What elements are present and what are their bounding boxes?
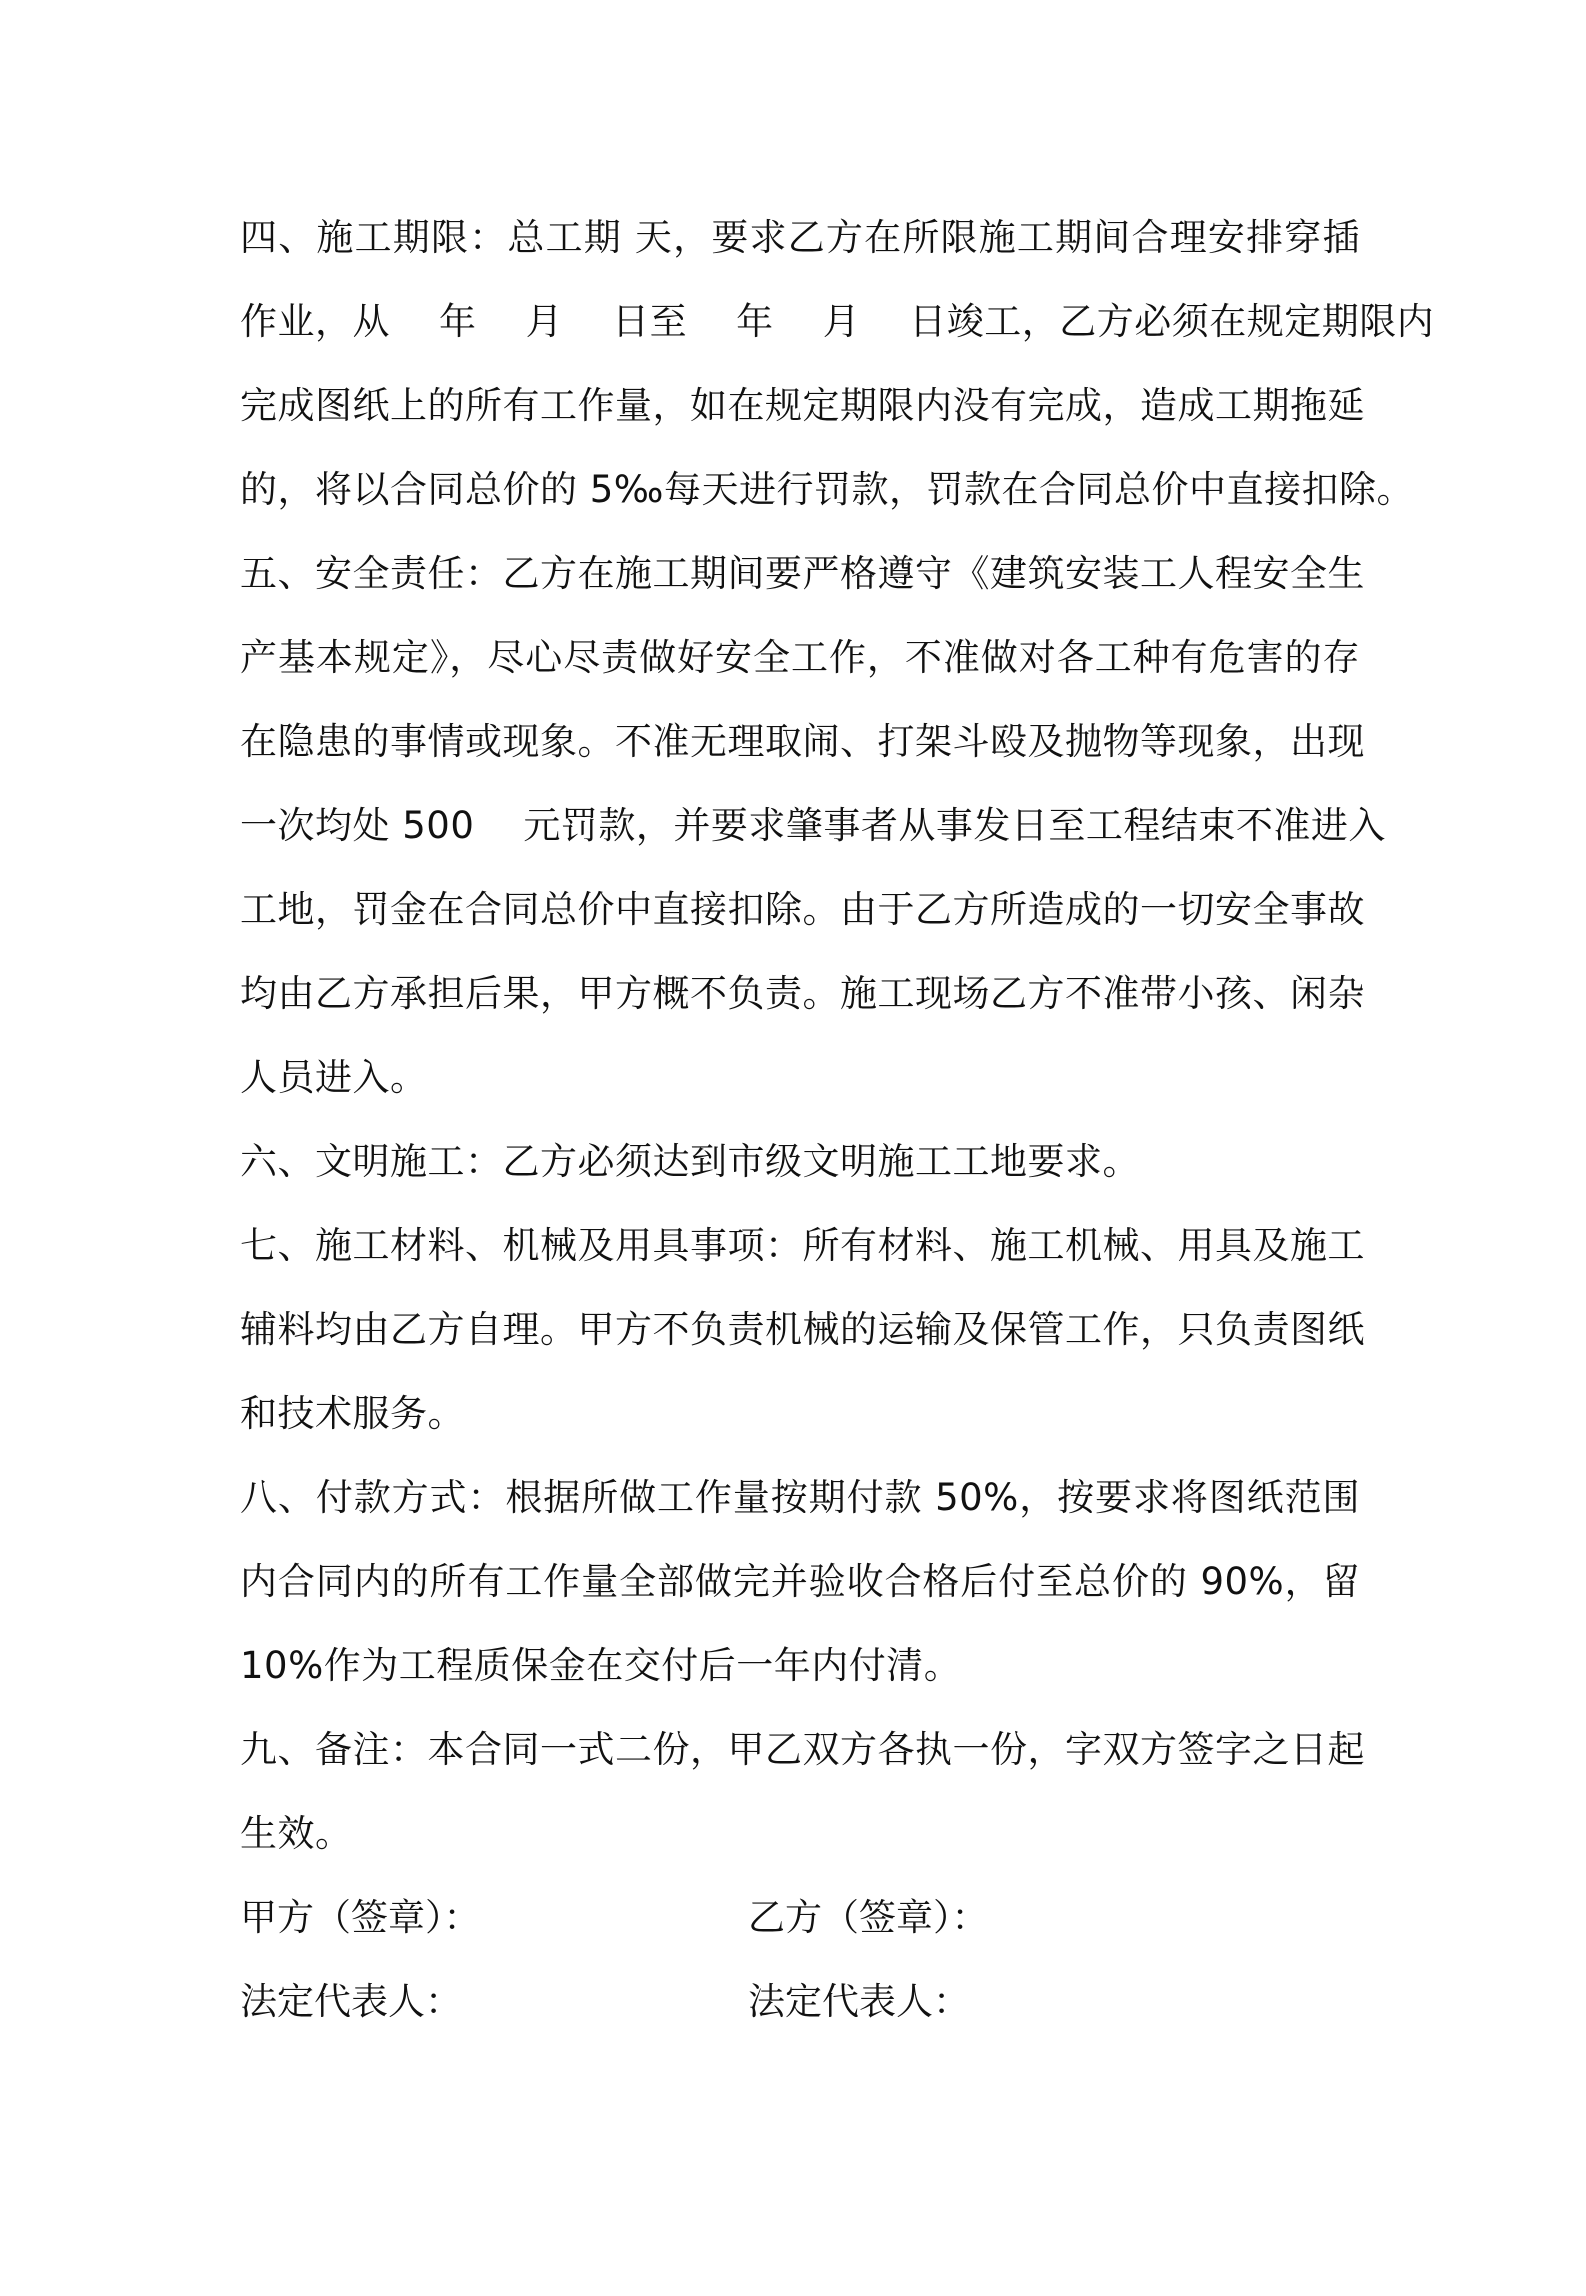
party-a-seal-label: 甲方（签章）： <box>240 1896 481 1939</box>
clause-line: 四、施工期限：总工期 天，要求乙方在所限施工期间合理安排穿插 <box>240 216 1360 259</box>
signature-block <box>240 1876 1360 2044</box>
clause-line: 均由乙方承担后果，甲方概不负责。施工现场乙方不准带小孩、闲杂 <box>240 972 1365 1015</box>
contract-body <box>240 196 1435 2044</box>
clause-line: 辅料均由乙方自理。甲方不负责机械的运输及保管工作，只负责图纸 <box>240 1308 1365 1351</box>
clause-line: 10%作为工程质保金在交付后一年内付清。 <box>240 1644 962 1687</box>
clause-line: 生效。 <box>240 1812 353 1855</box>
clause-line: 在隐患的事情或现象。不准无理取闹、打架斗殴及抛物等现象，出现 <box>240 720 1365 763</box>
clause-line: 人员进入。 <box>240 1056 428 1099</box>
clause-line: 作业，从 年 月 日至 年 月 日竣工，乙方必须在规定期限内 <box>240 300 1435 343</box>
clause-line: 七、施工材料、机械及用具事项：所有材料、施工机械、用具及施工 <box>240 1224 1365 1267</box>
seal-row <box>240 1876 1360 1960</box>
representative-row <box>240 1960 1360 2044</box>
clause-line: 一次均处 500 元罚款，并要求肇事者从事发日至工程结束不准进入 <box>240 804 1386 847</box>
party-a-representative-label: 法定代表人： <box>240 1980 462 2023</box>
clause-line: 的，将以合同总价的 5‰每天进行罚款，罚款在合同总价中直接扣除。 <box>240 468 1414 511</box>
clause-line: 六、文明施工：乙方必须达到市级文明施工工地要求。 <box>240 1140 1140 1183</box>
clause-civilized-construction <box>240 1120 1360 1204</box>
clause-construction-period <box>240 196 1435 532</box>
clause-line: 八、付款方式：根据所做工作量按期付款 50%，按要求将图纸范围 <box>240 1476 1360 1519</box>
clause-payment-method <box>240 1456 1360 1708</box>
clause-line: 产基本规定》，尽心尽责做好安全工作，不准做对各工种有危害的存 <box>240 636 1360 679</box>
party-b-seal-label: 乙方（签章）： <box>748 1896 989 1939</box>
clause-line: 工地，罚金在合同总价中直接扣除。由于乙方所造成的一切安全事故 <box>240 888 1365 931</box>
clause-line: 五、安全责任：乙方在施工期间要严格遵守《建筑安装工人程安全生 <box>240 552 1365 595</box>
clause-line: 内合同内的所有工作量全部做完并验收合格后付至总价的 90%，留 <box>240 1560 1360 1603</box>
clause-materials-machinery <box>240 1204 1365 1456</box>
party-b-representative-label: 法定代表人： <box>748 1980 970 2023</box>
clause-line: 完成图纸上的所有工作量，如在规定期限内没有完成，造成工期拖延 <box>240 384 1365 427</box>
clause-remarks <box>240 1708 1365 1876</box>
clause-safety-responsibility <box>240 532 1386 1120</box>
clause-line: 九、备注：本合同一式二份，甲乙双方各执一份，字双方签字之日起 <box>240 1728 1365 1771</box>
clause-line: 和技术服务。 <box>240 1392 465 1435</box>
